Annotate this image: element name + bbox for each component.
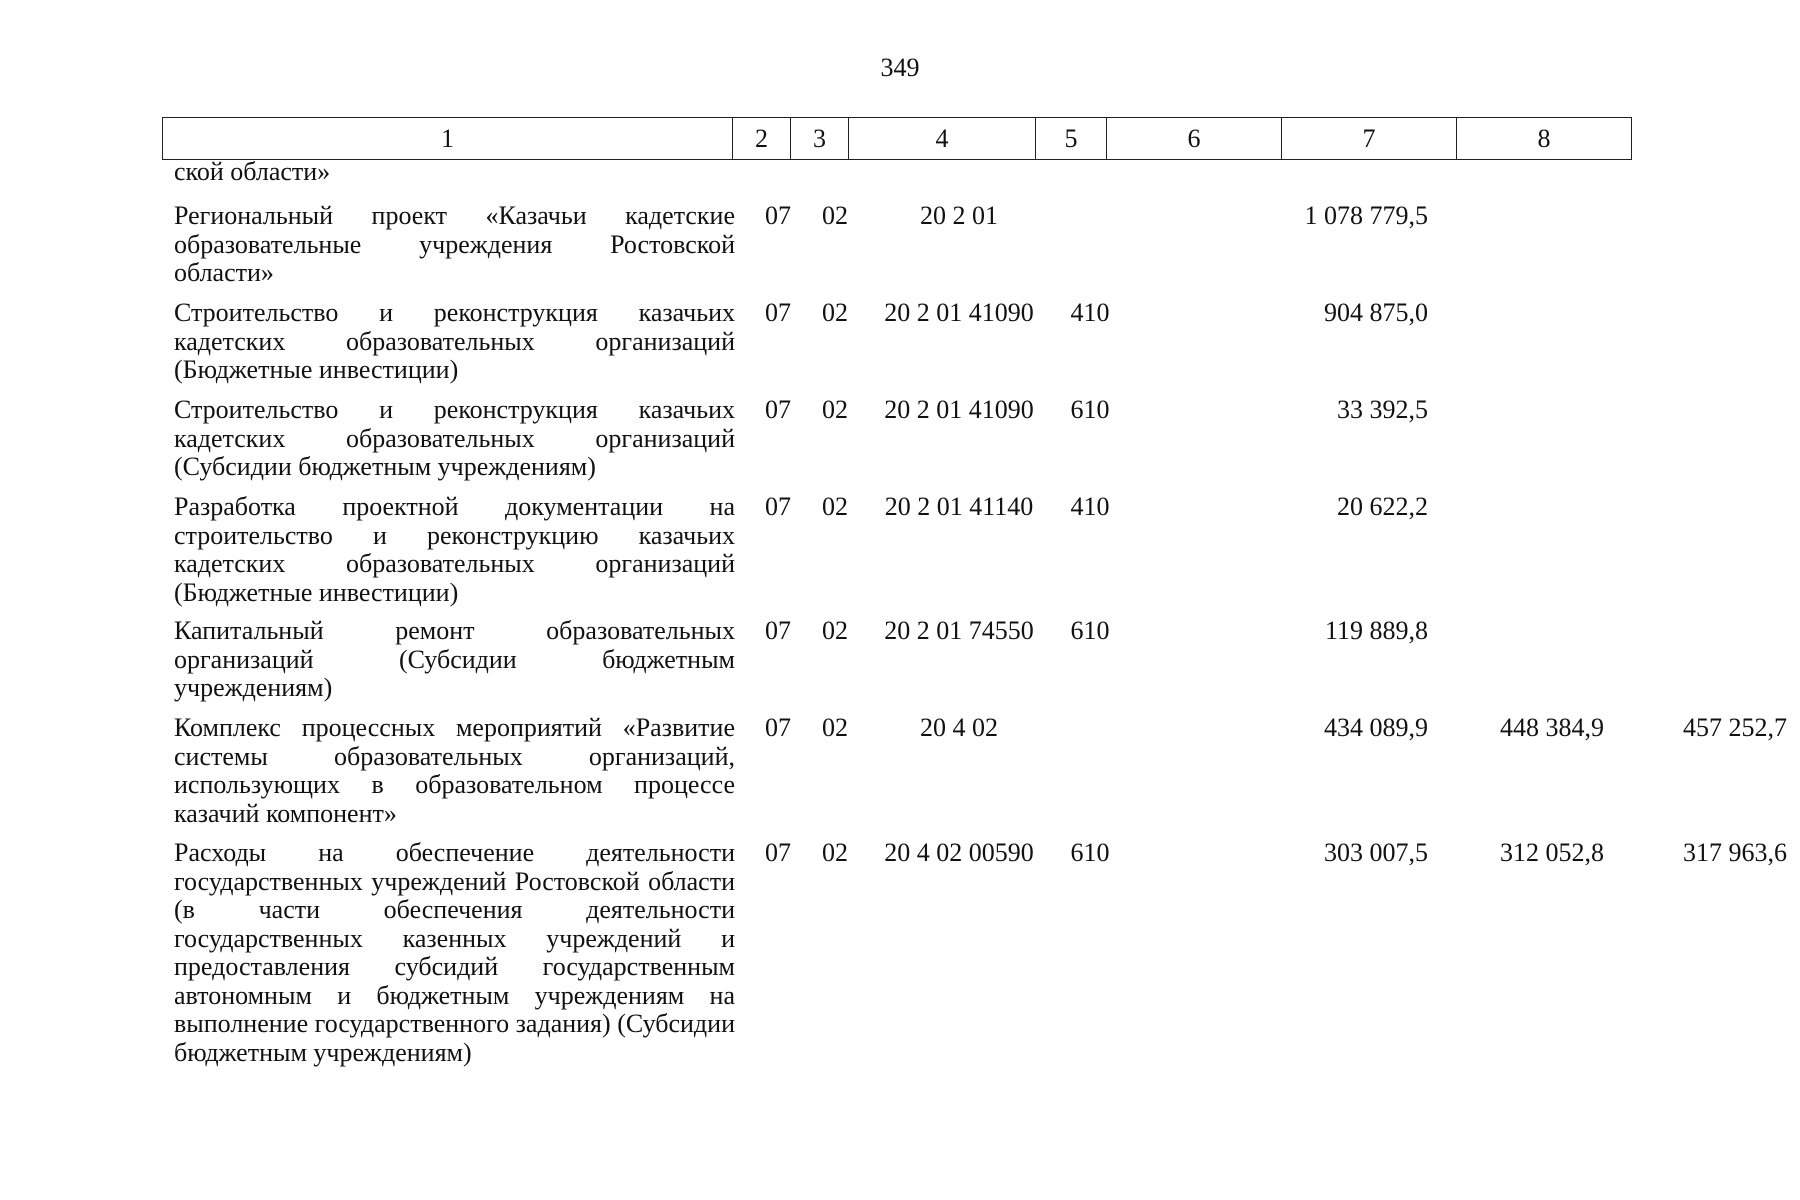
cell-subsection: 02	[822, 298, 848, 327]
cell-subsection: 02	[822, 713, 848, 742]
cell-amount-year-2: 312 052,8	[1500, 838, 1604, 867]
cell-amount-year-1: 434 089,9	[1324, 713, 1428, 742]
cell-expense-type: 610	[1070, 395, 1110, 424]
header-col-7: 7	[1282, 118, 1457, 160]
cell-subsection: 02	[822, 492, 848, 521]
header-col-2: 2	[733, 118, 791, 160]
cell-amount-year-3: 457 252,7	[1683, 713, 1787, 742]
cell-expense-type: 410	[1070, 298, 1110, 327]
row-description: Региональный проект «Казачьи кадетские образовательные учреждения Ростовской области»	[174, 201, 735, 287]
cell-section: 07	[765, 838, 791, 867]
header-col-1: 1	[163, 118, 733, 160]
table-row	[162, 158, 1632, 193]
cell-expense-type: 410	[1070, 492, 1110, 521]
header-col-3: 3	[791, 118, 849, 160]
header-col-6: 6	[1107, 118, 1282, 160]
cell-subsection: 02	[822, 395, 848, 424]
cell-target-code: 20 2 01 41090	[884, 298, 1034, 327]
cell-target-code: 20 2 01 41140	[884, 492, 1034, 521]
cell-target-code: 20 2 01 74550	[884, 616, 1034, 645]
header-col-4: 4	[849, 118, 1036, 160]
header-col-8: 8	[1457, 118, 1632, 160]
cell-amount-year-1: 33 392,5	[1337, 395, 1428, 424]
cell-amount-year-1: 119 889,8	[1324, 616, 1428, 645]
header-col-5: 5	[1036, 118, 1107, 160]
cell-expense-type: 610	[1070, 838, 1110, 867]
row-description: Разработка проектной документации на строительство и реконструкцию казачьих кадетских образовательных организаций (Бюджетные инвестиции)	[174, 492, 735, 607]
cell-amount-year-1: 303 007,5	[1324, 838, 1428, 867]
cell-section: 07	[765, 201, 791, 230]
cell-section: 07	[765, 713, 791, 742]
cell-target-code: 20 2 01 41090	[884, 395, 1034, 424]
cell-section: 07	[765, 395, 791, 424]
table-header	[162, 117, 1632, 160]
cell-amount-year-2: 448 384,9	[1500, 713, 1604, 742]
cell-expense-type: 610	[1070, 616, 1110, 645]
cell-amount-year-3: 317 963,6	[1683, 838, 1787, 867]
cell-amount-year-1: 20 622,2	[1337, 492, 1428, 521]
cell-amount-year-1: 904 875,0	[1324, 298, 1428, 327]
cell-target-code: 20 2 01	[920, 201, 998, 230]
cell-target-code: 20 4 02	[920, 713, 998, 742]
cell-subsection: 02	[822, 201, 848, 230]
row-description: Капитальный ремонт образовательных организаций (Субсидии бюджетным учреждениям)	[174, 616, 735, 702]
cell-amount-year-1: 1 078 779,5	[1304, 201, 1428, 230]
row-description: Комплекс процессных мероприятий «Развитие системы образовательных организаций, использующих в образовательном процессе казачий компонент»	[174, 713, 735, 828]
cell-section: 07	[765, 492, 791, 521]
cell-subsection: 02	[822, 616, 848, 645]
page-number: 349	[880, 53, 920, 82]
cell-target-code: 20 4 02 00590	[884, 838, 1034, 867]
cell-subsection: 02	[822, 838, 848, 867]
cell-section: 07	[765, 616, 791, 645]
cell-section: 07	[765, 298, 791, 327]
table-body	[162, 157, 1787, 1067]
row-description: ской области»	[174, 157, 331, 186]
row-description: Расходы на обеспечение деятельности государственных учреждений Ростовской области (в части обеспечения деятельности государственных казенных учреждений и предоставления субсидий государственным автономным и бюджетным учреждениям на выполнение государственного задания) (Субсидии бюджетным учреждениям)	[174, 838, 735, 1067]
row-description: Строительство и реконструкция казачьих кадетских образовательных организаций (Бюджетные инвестиции)	[174, 298, 735, 384]
row-description: Строительство и реконструкция казачьих кадетских образовательных организаций (Субсидии бюджетным учреждениям)	[174, 395, 735, 481]
